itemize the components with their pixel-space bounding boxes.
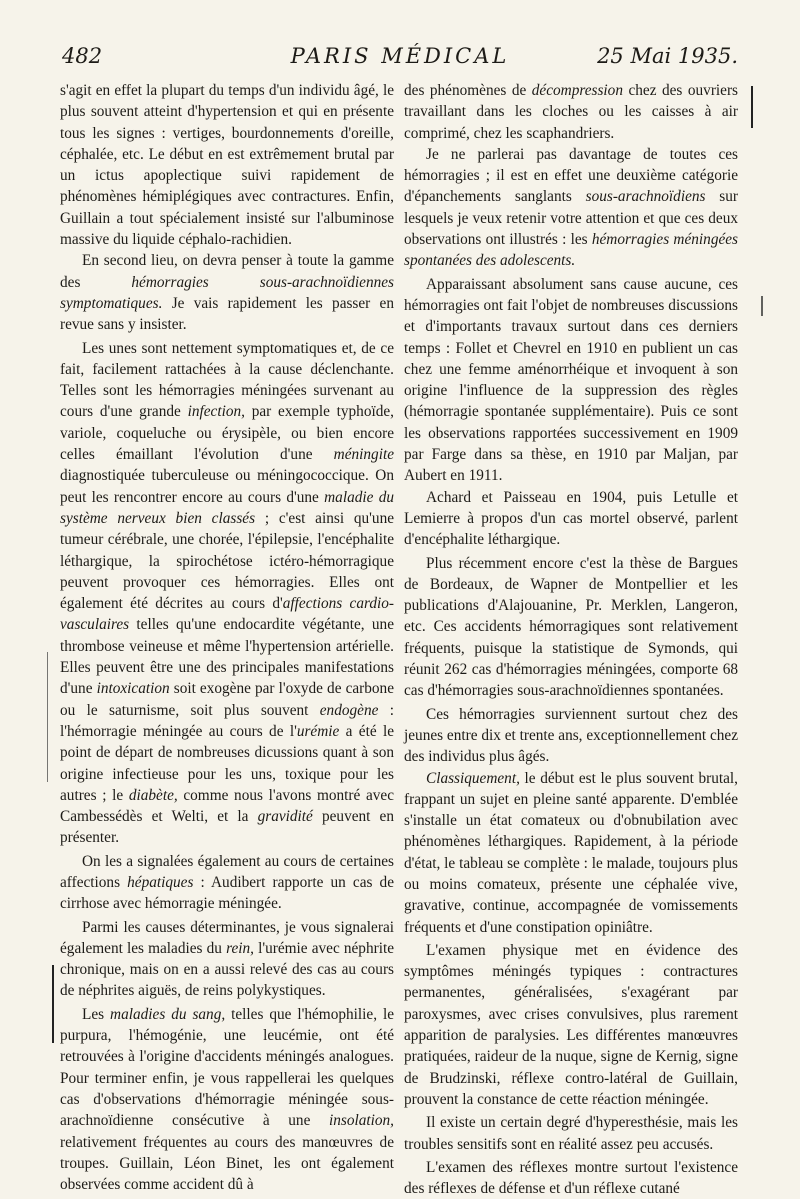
left-column: [60, 80, 394, 1195]
paragraph: Je ne parlerai pas davantage de toutes ces hémorragies ; il est en effet une deuxième catégorie d'épanchements sanglants sous-arachnoïdiens sur lesquels je veux retenir votre attention et que ces deux observations ont illustrés : les hémorragies méningées spontanées des adolescents.: [404, 145, 738, 270]
paragraph: Parmi les causes déterminantes, je vous signalerai également les maladies du rein, l'urémie avec néphrite chronique, mais on en a aussi relevé des cas au cours de néphrites aiguës, de reins polykystiques.: [60, 918, 394, 1000]
paragraph: Plus récemment encore c'est la thèse de Bargues de Bordeaux, de Wapner de Montpellier et les publications d'Alajouanine, Pr. Merklen, Langeron, etc. Ces accidents hémorragiques sont relativement fréquents, puisque la statistique de Symonds, qui réunit 262 cas d'hémorragies méningées, comporte 68 cas d'hémorragies sous-arachnoïdiennes spontanées.: [404, 554, 738, 700]
paragraph: En second lieu, on devra penser à toute la gamme des hémorragies sous-arachnoïdiennes symptomatiques. Je vais rapidement les passer en revue sans y insister.: [60, 252, 394, 334]
issue-date: 25 Mai 1935.: [597, 44, 738, 68]
paragraph: Les maladies du sang, telles que l'hémophilie, le purpura, l'hémogénie, une leucémie, ont été retrouvées à l'origine d'accidents méningés analogues. Pour terminer enfin, je vous rappellerai les quelques cas d'observations d'hémorragie méningée sous-arachnoïdienne consécutive à une insolation, relativement fréquentes au cours des manœuvres de troupes. Guillain, Léon Binet, les ont également observées comme accident dû à: [60, 1005, 394, 1194]
right-column: [404, 80, 738, 1199]
page-number: 482: [62, 44, 103, 68]
margin-mark: [47, 652, 48, 782]
running-header: [62, 38, 738, 72]
paragraph: Achard et Paisseau en 1904, puis Letulle et Lemierre à propos d'un cas mortel observé, parlent d'encéphalite léthargique.: [404, 488, 738, 549]
paragraph: Apparaissant absolument sans cause aucune, ces hémorragies ont fait l'objet de nombreuses discussions et d'importants travaux surtout dans ces derniers temps : Follet et Chevrel en 1910 en publient un cas chez une femme aménorrhéique et invoquent à son origine l'influence de la suppression des règles (hémorragie spontanée supplémentaire). Puis ce sont les observations rapportées successivement en 1909 par Farge dans sa thèse, en 1910 par Maljan, par Aubert en 1911.: [404, 275, 738, 485]
margin-mark: [52, 965, 54, 1043]
paragraph: On les a signalées également au cours de certaines affections hépatiques : Audibert rapporte un cas de cirrhose avec hémorragie méningée.: [60, 852, 394, 913]
margin-mark: [761, 296, 763, 316]
paragraph: Les unes sont nettement symptomatiques et, de ce fait, facilement rattachées à la cause déclenchante. Telles sont les hémorragies méningées survenant au cours d'une grande infection, par exemple typhoïde, variole, coqueluche ou érysipèle, ou bien encore celles émaillant l'évolution d'une méningite diagnostiquée tuberculeuse ou méningococcique. On peut les rencontrer encore au cours d'une maladie du système nerveux bien classés ; c'est ainsi qu'une tumeur cérébrale, une chorée, l'épilepsie, l'encéphalite léthargique, la spirochétose ictéro-hémorragique peuvent provoquer ces hémorragies. Elles ont également été décrites au cours d'affections cardio-vasculaires telles qu'une endocardite végétante, une thrombose veineuse et même l'hypertension artérielle. Elles peuvent être une des principales manifestations d'une intoxication soit exogène par l'oxyde de carbone ou le saturnisme, soit plus souvent endogène : l'hémorragie méningée au cours de l'urémie a été le point de départ de nombreuses dicussions quant à son origine infectieuse pour les uns, toxique pour les autres ; le diabète, comme nous l'avons montré avec Cambessédès et Welti, et la gravidité peuvent en présenter.: [60, 339, 395, 847]
paragraph: Classiquement, le début est le plus souvent brutal, frappant un sujet en pleine santé apparente. D'emblée s'installe un état comateux ou d'obnubilation avec phénomènes léthargiques. Rapidement, à la période d'état, le tableau se complète : le malade, toujours plus ou moins comateux, présente une céphalée vive, gravative, continue, accompagnée de vomissements fréquents et d'une constipation opiniâtre.: [404, 769, 738, 936]
journal-title: PARIS MÉDICAL: [290, 44, 510, 68]
paragraph: L'examen physique met en évidence des symptômes méningés typiques : contractures permanentes, généralisées, s'exagérant par paroxysmes, avec crises convulsives, plus rarement apparition de paralysies. Les différentes manœuvres pratiquées, raideur de la nuque, signe de Kernig, signe de Brudzinski, réflexe contro-latéral de Guillain, prouvent la constance de cette réaction méningée.: [404, 941, 738, 1108]
paragraph: Ces hémorragies surviennent surtout chez des jeunes entre dix et trente ans, exceptionnellement chez des individus plus âgés.: [404, 705, 738, 766]
paragraph: L'examen des réflexes montre surtout l'existence des réflexes de défense et d'un réflexe cutané: [404, 1158, 738, 1198]
paragraph: des phénomènes de décompression chez des ouvriers travaillant dans les cloches ou les caisses à air comprimé, chez les scaphandriers.: [404, 82, 738, 142]
paragraph: Il existe un certain degré d'hyperesthésie, mais les troubles sensitifs sont en réalité assez peu accusés.: [404, 1114, 738, 1153]
margin-mark: [751, 86, 753, 128]
paragraph: s'agit en effet la plupart du temps d'un individu âgé, le plus souvent atteint d'hypertension et qui en présente tous les signes : vertiges, bourdonnements d'oreille, céphalée, etc. Le début en est extrêmement brutal par un ictus apoplectique suivi rapidement de phénomènes hémiplégiques avec contractures. Enfin, Guillain a tout spécialement insisté sur l'albuminose massive du liquide céphalo-rachidien.: [60, 82, 394, 249]
